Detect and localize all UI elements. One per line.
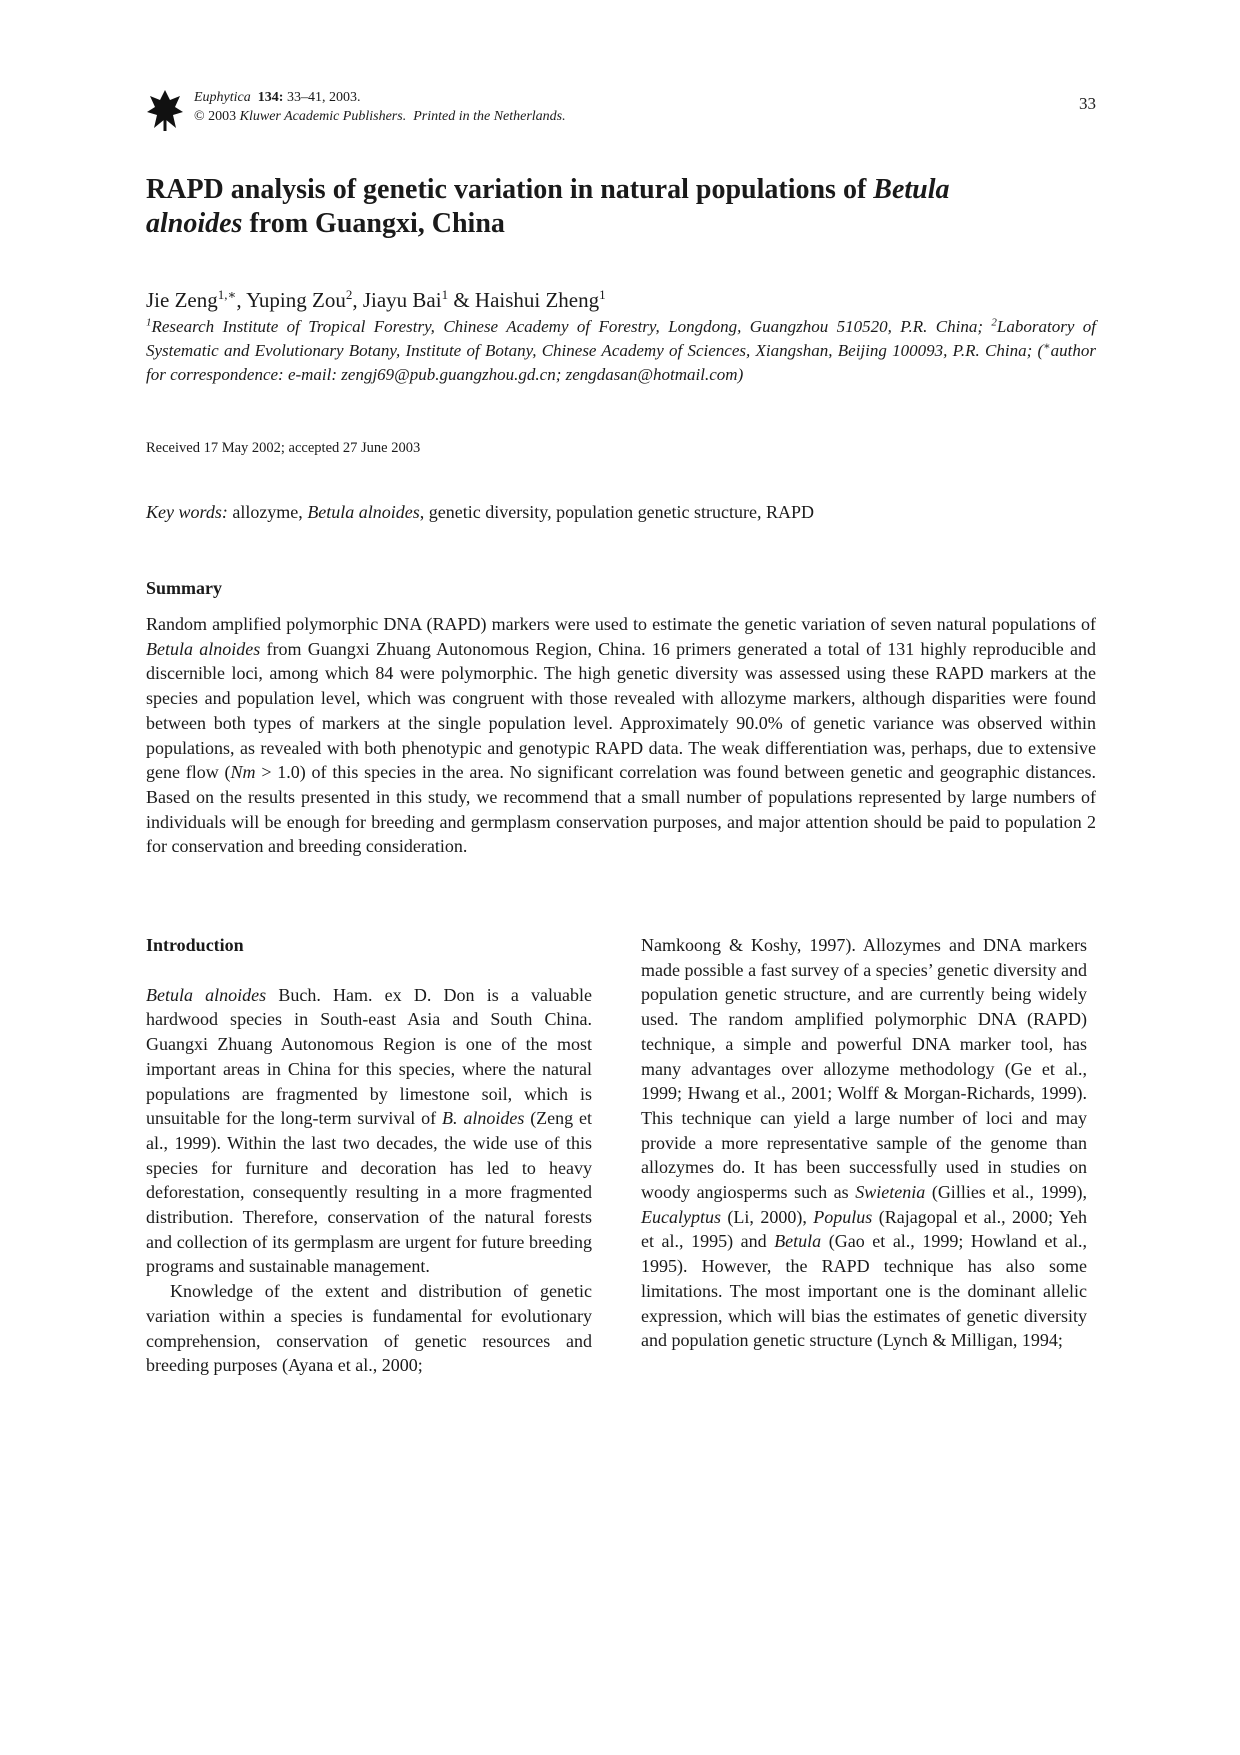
keywords-label: Key words:: [146, 502, 228, 522]
keywords-species: Betula alnoides: [307, 502, 420, 522]
genus-populus: Populus: [813, 1206, 873, 1227]
journal-pages-year: 33–41, 2003.: [286, 90, 361, 105]
author-list: [146, 287, 606, 313]
keywords: [146, 502, 1096, 523]
intro-text: (Li, 2000),: [720, 1206, 814, 1227]
affiliations: [146, 315, 1096, 387]
author-separator: ,: [236, 288, 247, 312]
affil-star: ∗: [1043, 340, 1051, 353]
intro-paragraph-2: Knowledge of the extent and distribution of genetic variation within a species is fundamental for evolutionary comprehension, conservation of genetic resources and breeding purposes (Ayana et al., 2000;: [146, 1281, 592, 1376]
affil-text-1: Research Institute of Tropical Forestry, Chinese Academy of Forestry, Longdong, Guangzhou 510520, P.R. China;: [151, 317, 992, 336]
keywords-text-1: allozyme,: [227, 502, 308, 522]
publisher-logo-icon: [146, 88, 184, 132]
author-sup: 1: [441, 287, 449, 302]
summary-part: Random amplified polymorphic DNA (RAPD) markers were used to estimate the genetic variation of seven natural populations of: [146, 614, 1096, 634]
affil-sup-1: 1: [146, 316, 152, 329]
author-name: Yuping Zou: [246, 288, 346, 312]
affil-text-2: Laboratory of Systematic and Evolutionary Botany, Institute of Botany, Chinese Academy of Sciences, Xiangshan, Beijing 100093, P.R. China; (: [146, 317, 1096, 360]
author-name: Jiayu Bai: [362, 288, 442, 312]
intro-paragraph-2-continued: [641, 933, 1087, 1353]
printed-in: Printed in the Netherlands.: [413, 109, 566, 124]
author-sup: 1: [599, 287, 606, 302]
received-dates: Received 17 May 2002; accepted 27 June 2003: [146, 440, 421, 456]
summary-part: from Guangxi Zhuang Autonomous Region, China. 16 primers generated a total of 131 highly reproducible and discernible loci, among which 84 were polymorphic. The high genetic diversity was assessed using these RAPD markers at the species and population level, which was congruent with those revealed with allozyme markers, although disparities were found between both types of markers at the single population level. Approximately 90.0% of genetic variance was observed within populations, as revealed with both phenotypic and genotypic RAPD data. The weak differentiation was, perhaps, due to extensive gene flow (: [146, 638, 1096, 783]
summary-heading: Summary: [146, 578, 222, 598]
summary-part: > 1.0) of this species in the area. No significant correlation was found between genetic and geographic distances. Based on the results presented in this study, we recommend that a small number of populations represented by large numbers of individuals will be enough for breeding and germplasm conservation purposes, and major attention should be paid to population 2 for conservation and breeding consideration.: [146, 762, 1096, 857]
title-text-1: RAPD analysis of genetic variation in natural populations of: [146, 174, 874, 205]
author-name: Haishui Zheng: [474, 288, 600, 312]
intro-text: Buch. Ham. ex D. Don is a valuable hardwood species in South-east Asia and South China. Guangxi Zhuang Autonomous Region is one of the most important areas in China for this species, where the natural populations are fragmented by limestone soil, which is unsuitable for the long-term survival of: [146, 984, 593, 1129]
affil-text-3: author for correspondence: e-mail: zengj69@pub.guangzhou.gd.cn; zengdasan@hotmail.com): [146, 341, 1096, 384]
right-column: [641, 933, 1087, 1353]
genus-betula: Betula: [774, 1231, 822, 1252]
copyright-symbol: ©: [194, 109, 205, 124]
summary-text: [146, 612, 1096, 859]
title-text-2: from Guangxi, China: [242, 208, 505, 239]
author-sup: 1,∗: [217, 287, 237, 302]
intro-text: (Gao et al., 1999; Howland et al., 1995). However, the RAPD technique has also some limitations. The most important one is the dominant allelic expression, which will bias the estimates of genetic diversity and population genetic structure (Lynch & Milligan, 1994;: [641, 1231, 1087, 1351]
affil-sup-2: 2: [991, 316, 997, 329]
left-column: [146, 933, 592, 1378]
journal-citation: [194, 88, 566, 126]
intro-text: Namkoong & Koshy, 1997). Allozymes and DNA markers made possible a fast survey of a species’ genetic diversity and population genetic structure, and are currently being widely used. The random amplified polymorphic DNA (RAPD) technique, a simple and powerful DNA marker tool, has many advantages over allozyme methodology (Ge et al., 1999; Hwang et al., 2001; Wolff & Morgan-Richards, 1999). This technique can yield a large number of loci and may provide a more representative sample of the genome than allozymes do. It has been successfully used in studies on woody angiosperms such as: [641, 935, 1087, 1203]
page-number: 33: [1079, 94, 1096, 113]
author-separator: ,: [352, 288, 363, 312]
intro-paragraph-1: [146, 983, 592, 1279]
summary-nm: Nm: [230, 762, 256, 783]
author-separator: &: [448, 288, 475, 312]
summary-species: Betula alnoides: [146, 638, 261, 659]
intro-text: (Zeng et al., 1999). Within the last two decades, the wide use of this species for furniture and decoration has led to heavy deforestation, consequently resulting in a more fragmented distribution. Therefore, conservation of the natural forests and collection of its germplasm are urgent for future breeding programs and sustainable management.: [146, 1108, 592, 1277]
running-header: [146, 88, 1096, 132]
intro-species: Betula alnoides: [146, 984, 267, 1005]
copyright-year: 2003: [208, 109, 237, 124]
keywords-text-2: , genetic diversity, population genetic structure, RAPD: [419, 502, 815, 522]
introduction-heading: Introduction: [146, 935, 244, 955]
title-species: Betula alnoides: [146, 174, 950, 239]
intro-text: (Gillies et al., 1999),: [925, 1182, 1087, 1203]
publisher-name: Kluwer Academic Publishers.: [239, 109, 407, 124]
author-sup: 2: [345, 287, 353, 302]
journal-name: Euphytica: [194, 90, 251, 105]
journal-volume: 134:: [257, 90, 284, 105]
article-title: [146, 173, 1046, 241]
intro-species-abbrev: B. alnoides: [442, 1108, 525, 1129]
genus-eucalyptus: Eucalyptus: [641, 1206, 721, 1227]
intro-text: (Rajagopal et al., 2000; Yeh et al., 1995) and: [641, 1206, 1087, 1252]
genus-swietenia: Swietenia: [855, 1182, 926, 1203]
author-name: Jie Zeng: [146, 288, 218, 312]
